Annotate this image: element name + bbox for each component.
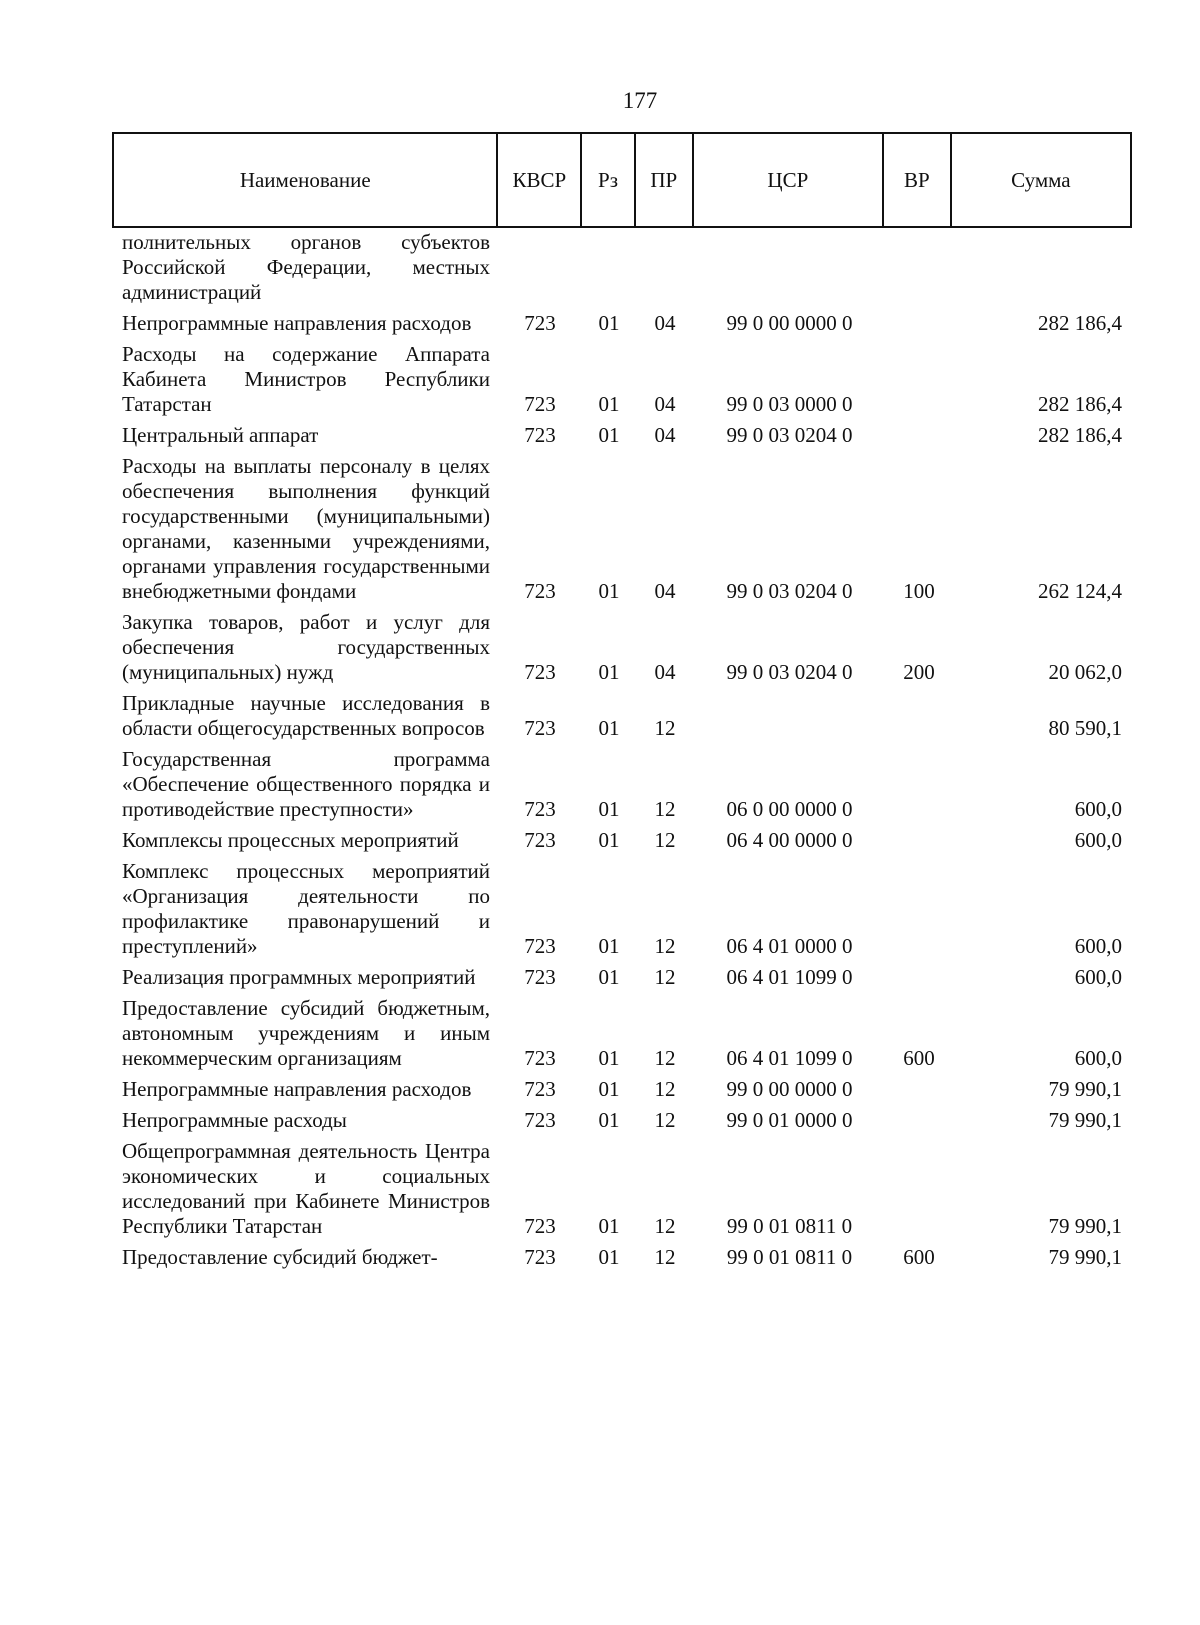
header-name: Наименование: [114, 134, 498, 226]
cell-pr: 12: [654, 828, 676, 852]
cell-csr: 99 0 01 0811 0: [726, 1214, 853, 1238]
cell-sum: 79 990,1: [1048, 1077, 1122, 1101]
cell-kvsr: 723: [524, 1108, 556, 1132]
header-vr: ВР: [884, 134, 952, 226]
cell-kvsr: 723: [524, 423, 556, 447]
cell-csr: 06 4 00 0000 0: [726, 828, 853, 852]
cell-csr: 99 0 01 0000 0: [726, 1108, 853, 1132]
cell-pr: 12: [654, 1108, 676, 1132]
table-row: [112, 1108, 1132, 1133]
table-row: [112, 828, 1132, 853]
cell-rz: 01: [598, 1046, 620, 1070]
cell-name: Прикладные научные исследования в области общегосударственных вопросов: [122, 691, 490, 740]
cell-name: Комплексы процессных мероприятий: [122, 828, 459, 852]
cell-kvsr: 723: [524, 660, 556, 684]
cell-rz: 01: [598, 1108, 620, 1132]
header-kvsr: КВСР: [498, 134, 582, 226]
cell-name: Общепрограммная деятельность Центра экономических и социальных исследований при Кабинете Министров Республики Татарстан: [122, 1139, 490, 1238]
cell-pr: 04: [654, 423, 676, 447]
cell-name: Государственная программа «Обеспечение общественного порядка и противодействие преступности»: [122, 747, 490, 821]
cell-name: полнительных органов субъектов Российской Федерации, местных администраций: [122, 230, 490, 304]
cell-sum: 79 990,1: [1048, 1108, 1122, 1132]
table-body: [112, 230, 1132, 1276]
cell-sum: 282 186,4: [1038, 423, 1122, 447]
table-row: [112, 859, 1132, 959]
cell-rz: 01: [598, 1245, 620, 1269]
cell-kvsr: 723: [524, 1046, 556, 1070]
cell-name: Реализация программных мероприятий: [122, 965, 476, 989]
cell-sum: 20 062,0: [1048, 660, 1122, 684]
table-row: [112, 311, 1132, 336]
cell-kvsr: 723: [524, 716, 556, 740]
cell-name: Расходы на выплаты персоналу в целях обеспечения выполнения функций государственными (муниципальными) органами, казенными учреждениями, органами управления государственными внебюджетными фондами: [122, 454, 490, 603]
cell-rz: 01: [598, 1214, 620, 1238]
cell-rz: 01: [598, 311, 620, 335]
cell-name: Предоставление субсидий бюджетным, автономным учреждениям и иным некоммерческим организациям: [122, 996, 490, 1070]
page-number: 177: [622, 88, 658, 113]
cell-pr: 12: [654, 1046, 676, 1070]
cell-pr: 12: [654, 797, 676, 821]
cell-rz: 01: [598, 579, 620, 603]
cell-csr: 06 4 01 1099 0: [726, 1046, 853, 1070]
cell-sum: 600,0: [1074, 828, 1122, 852]
cell-sum: 282 186,4: [1038, 392, 1122, 416]
cell-sum: 282 186,4: [1038, 311, 1122, 335]
cell-sum: 79 990,1: [1048, 1214, 1122, 1238]
cell-rz: 01: [598, 965, 620, 989]
table-row: [112, 747, 1132, 822]
cell-pr: 12: [654, 716, 676, 740]
cell-rz: 01: [598, 660, 620, 684]
cell-name: Расходы на содержание Аппарата Кабинета Министров Республики Татарстан: [122, 342, 490, 416]
cell-pr: 04: [654, 660, 676, 684]
cell-name: Комплекс процессных мероприятий «Организация деятельности по профилактике правонарушений и преступлений»: [122, 859, 490, 958]
cell-csr: 99 0 03 0204 0: [726, 579, 853, 603]
table-row: [112, 691, 1132, 741]
cell-csr: 99 0 03 0204 0: [726, 423, 853, 447]
cell-kvsr: 723: [524, 1214, 556, 1238]
cell-vr: 600: [903, 1245, 935, 1269]
cell-vr: 200: [903, 660, 935, 684]
cell-kvsr: 723: [524, 965, 556, 989]
table-row: [112, 996, 1132, 1071]
header-sum: Сумма: [1011, 167, 1071, 192]
cell-sum: 600,0: [1074, 797, 1122, 821]
cell-rz: 01: [598, 423, 620, 447]
cell-pr: 12: [654, 1245, 676, 1269]
cell-csr: 06 0 00 0000 0: [726, 797, 853, 821]
cell-csr: 06 4 01 0000 0: [726, 934, 853, 958]
cell-kvsr: 723: [524, 1245, 556, 1269]
cell-csr: 99 0 03 0000 0: [726, 392, 853, 416]
cell-rz: 01: [598, 828, 620, 852]
cell-sum: 262 124,4: [1038, 579, 1122, 603]
cell-vr: 100: [903, 579, 935, 603]
cell-sum: 600,0: [1074, 934, 1122, 958]
cell-kvsr: 723: [524, 311, 556, 335]
cell-sum: 80 590,1: [1048, 716, 1122, 740]
cell-rz: 01: [598, 392, 620, 416]
cell-rz: 01: [598, 797, 620, 821]
cell-name: Предоставление субсидий бюджет-: [122, 1245, 438, 1269]
table-row: [112, 610, 1132, 685]
cell-name: Непрограммные направления расходов: [122, 1077, 472, 1101]
cell-vr: 600: [903, 1046, 935, 1070]
cell-pr: 12: [654, 1077, 676, 1101]
cell-pr: 12: [654, 965, 676, 989]
cell-kvsr: 723: [524, 797, 556, 821]
cell-pr: 04: [654, 311, 676, 335]
header-rz: Рз: [582, 134, 636, 226]
cell-name: Закупка товаров, работ и услуг для обеспечения государственных (муниципальных) нужд: [122, 610, 490, 684]
cell-kvsr: 723: [524, 828, 556, 852]
cell-name: Непрограммные направления расходов: [122, 311, 472, 335]
cell-rz: 01: [598, 1077, 620, 1101]
cell-kvsr: 723: [524, 934, 556, 958]
cell-rz: 01: [598, 934, 620, 958]
table-row: [112, 230, 1132, 305]
cell-pr: 12: [654, 1214, 676, 1238]
cell-csr: 99 0 00 0000 0: [726, 311, 853, 335]
header-csr: ЦСР: [694, 134, 884, 226]
cell-pr: 04: [654, 392, 676, 416]
cell-pr: 12: [654, 934, 676, 958]
cell-csr: 99 0 00 0000 0: [726, 1077, 853, 1101]
table-row: [112, 1077, 1132, 1102]
table-row: [112, 965, 1132, 990]
cell-rz: 01: [598, 716, 620, 740]
cell-csr: 99 0 03 0204 0: [726, 660, 853, 684]
cell-sum: 600,0: [1074, 965, 1122, 989]
cell-kvsr: 723: [524, 1077, 556, 1101]
table-row: [112, 423, 1132, 448]
table-row: [112, 1139, 1132, 1239]
cell-name: Непрограммные расходы: [122, 1108, 347, 1132]
cell-sum: 79 990,1: [1048, 1245, 1122, 1269]
cell-sum: 600,0: [1074, 1046, 1122, 1070]
cell-pr: 04: [654, 579, 676, 603]
cell-csr: 06 4 01 1099 0: [726, 965, 853, 989]
table-row: [112, 454, 1132, 604]
table-header: [112, 132, 1132, 228]
cell-name: Центральный аппарат: [122, 423, 319, 447]
cell-kvsr: 723: [524, 579, 556, 603]
table-row: [112, 1245, 1132, 1270]
header-pr: ПР: [636, 134, 694, 226]
cell-kvsr: 723: [524, 392, 556, 416]
table-row: [112, 342, 1132, 417]
cell-csr: 99 0 01 0811 0: [726, 1245, 853, 1269]
